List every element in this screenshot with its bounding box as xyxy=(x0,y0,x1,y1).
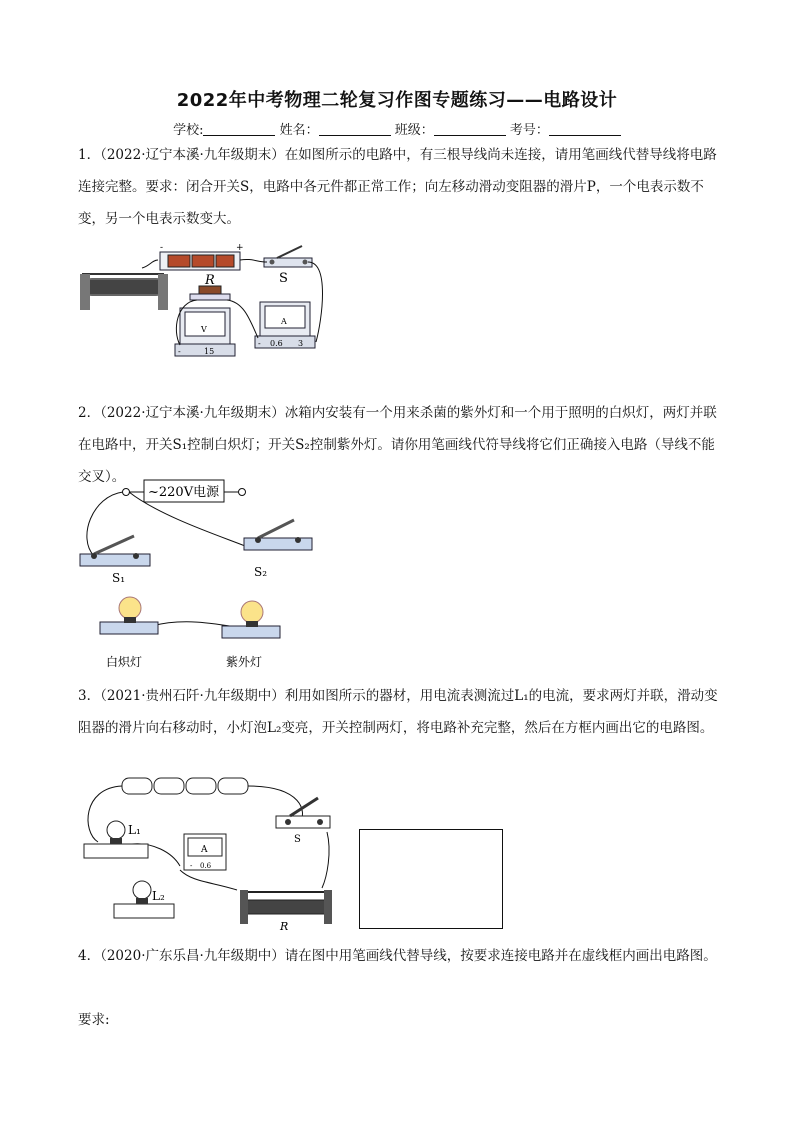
exam-number-label: 考号： xyxy=(509,123,549,138)
class-blank[interactable] xyxy=(434,123,506,136)
svg-text:S: S xyxy=(294,834,301,845)
svg-text:L₁: L₁ xyxy=(128,823,141,837)
svg-text:V: V xyxy=(201,325,207,334)
question-3-figure xyxy=(72,772,342,932)
class-label: 班级： xyxy=(394,123,434,138)
name-label: 姓名： xyxy=(279,123,319,138)
student-info-line xyxy=(0,119,794,138)
incandescent-lamp-icon xyxy=(100,597,158,669)
lamp-l2-icon xyxy=(114,881,174,918)
name-blank[interactable] xyxy=(319,123,391,136)
resistor-icon xyxy=(190,273,230,300)
switch-s1-icon xyxy=(80,536,150,585)
switch-icon xyxy=(276,798,330,845)
question-1-text: 1．（2022·辽宁本溪·九年级期末）在如图所示的电路中，有三根导线尚未连接，请用笔画线代替导线将电路连接完整。要求：闭合开关S，电路中各元件都正常工作；向左移动滑动变阻器的滑片P，一个电表示数不变，另一个电表示数变大。 xyxy=(78,147,717,227)
lamp-l1-icon xyxy=(84,821,148,858)
rheostat-icon xyxy=(240,890,332,932)
svg-text:A: A xyxy=(281,317,287,326)
svg-text:0.6: 0.6 xyxy=(270,339,283,348)
svg-text:白炽灯: 白炽灯 xyxy=(106,655,143,669)
svg-text:S₁: S₁ xyxy=(112,571,126,585)
battery-icon xyxy=(160,243,244,270)
school-blank[interactable] xyxy=(203,123,275,136)
question-4-requirement: 要求: xyxy=(78,1012,110,1028)
question-1-figure xyxy=(72,240,342,365)
svg-text:S₂: S₂ xyxy=(254,565,268,579)
svg-text:3: 3 xyxy=(298,339,304,348)
svg-text:紫外灯: 紫外灯 xyxy=(226,655,263,669)
rheostat-icon xyxy=(80,274,168,310)
svg-text:~220V电源: ~220V电源 xyxy=(148,485,220,500)
question-2-text: 2．（2022·辽宁本溪·九年级期末）冰箱内安装有一个用来杀菌的紫外灯和一个用于照明的白炽灯，两灯并联在电路中，开关S₁控制白炽灯；开关S₂控制紫外灯。请你用笔画线代符导线将它们正确接入电路（导线不能交叉）。 xyxy=(78,405,717,485)
svg-text:R: R xyxy=(280,920,289,932)
question-4-text: 4．（2020·广东乐昌·九年级期中）请在图中用笔画线代替导线，按要求连接电路并在虚线框内画出电路图。 xyxy=(78,948,717,964)
switch-s2-icon xyxy=(244,520,312,579)
svg-text:A: A xyxy=(201,845,208,855)
ammeter-icon xyxy=(184,834,226,870)
svg-text:-: - xyxy=(258,339,261,348)
svg-text:0.6: 0.6 xyxy=(200,862,212,870)
svg-text:+: + xyxy=(236,243,244,253)
svg-text:R: R xyxy=(205,273,215,288)
svg-text:L₂: L₂ xyxy=(152,889,165,903)
svg-text:15: 15 xyxy=(204,347,215,356)
ammeter-icon xyxy=(255,302,315,348)
exam-number-blank[interactable] xyxy=(549,123,621,136)
battery-pack-icon xyxy=(122,778,248,794)
question-3-text: 3．（2021·贵州石阡·九年级期中）利用如图所示的器材，用电流表测流过L₁的电流，要求两灯并联，滑动变阻器的滑片向右移动时，小灯泡L₂变亮，开关控制两灯，将电路补充完整，然后在方框内画出它的电路图。 xyxy=(78,688,718,736)
svg-text:-: - xyxy=(178,347,181,356)
svg-text:-: - xyxy=(190,862,193,870)
school-label: 学校: xyxy=(173,123,204,138)
question-2-figure xyxy=(72,478,332,673)
switch-icon xyxy=(264,246,312,286)
answer-box[interactable] xyxy=(359,829,503,929)
svg-text:S: S xyxy=(279,271,288,286)
page-title: 2022年中考物理二轮复习作图专题练习——电路设计 xyxy=(176,90,618,111)
svg-text:-: - xyxy=(160,243,164,253)
power-source xyxy=(123,480,246,502)
uv-lamp-icon xyxy=(222,601,280,669)
voltmeter-icon xyxy=(175,308,235,356)
